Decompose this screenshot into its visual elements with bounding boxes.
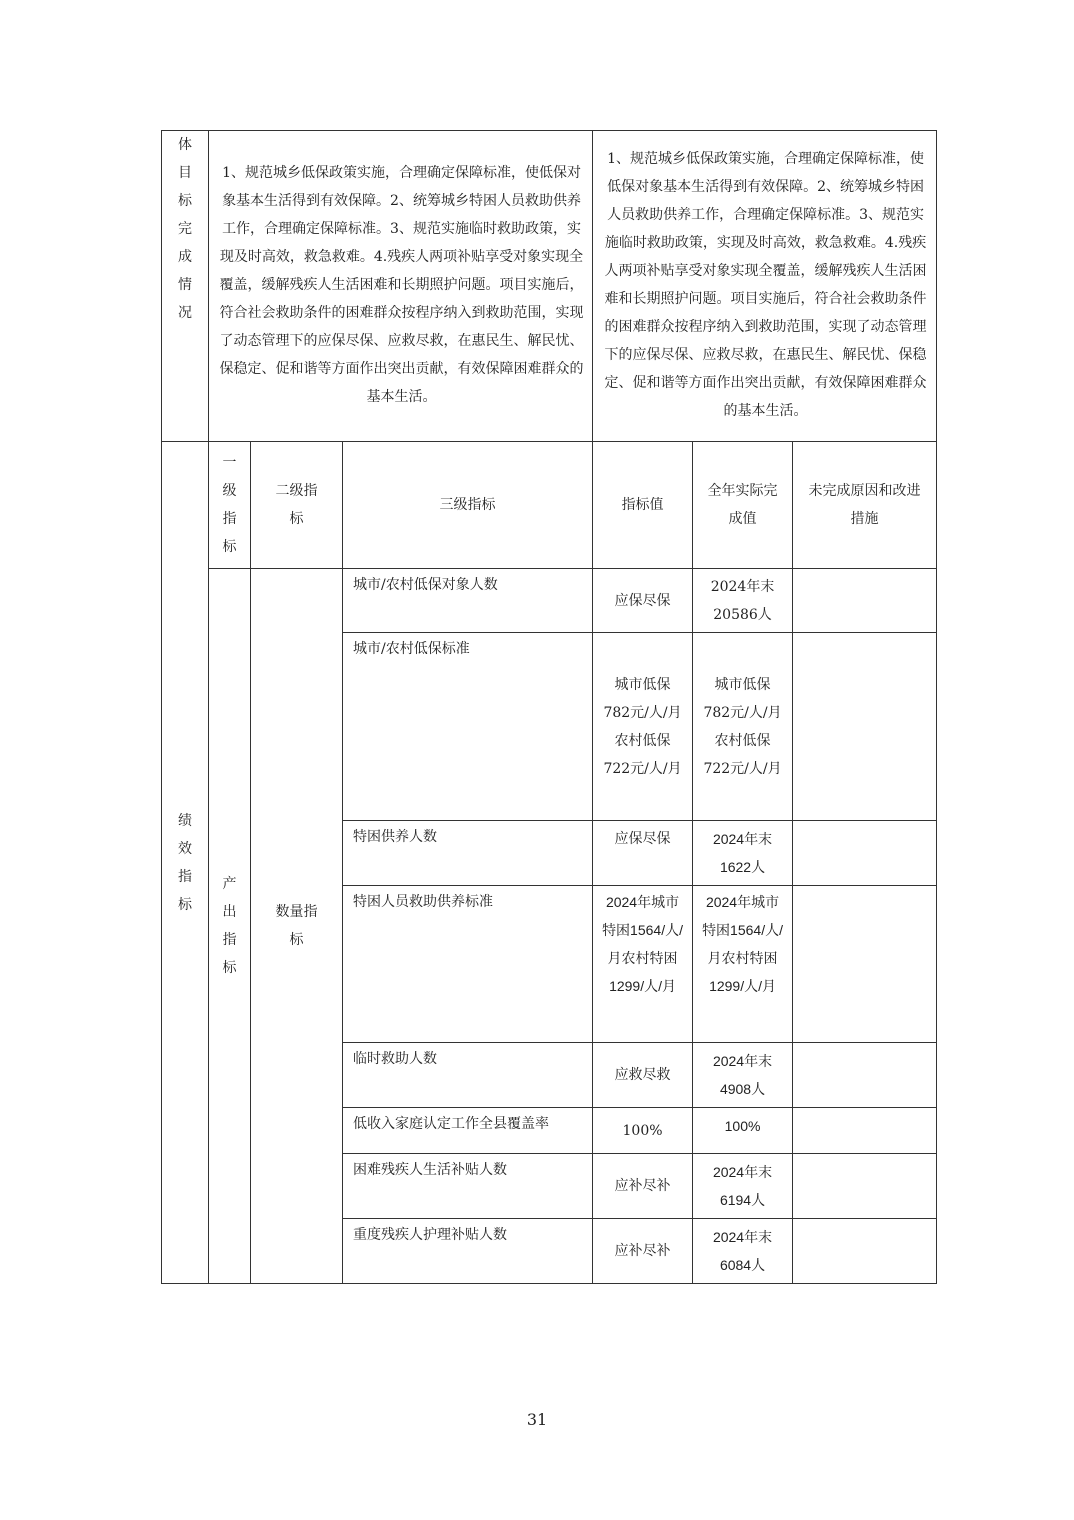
section-label-goal-completion: 体 目 标 完 成 情 况 bbox=[162, 131, 209, 442]
header-level3: 三级指标 bbox=[343, 442, 593, 569]
reason-cell bbox=[793, 1219, 937, 1284]
target-cell: 应保尽保 bbox=[593, 569, 693, 633]
header-target: 指标值 bbox=[593, 442, 693, 569]
indicator-cell: 重度残疾人护理补贴人数 bbox=[343, 1219, 593, 1284]
reason-cell bbox=[793, 1043, 937, 1108]
page-number: 31 bbox=[526, 1410, 548, 1429]
summary-right-text: 1、规范城乡低保政策实施，合理确定保障标准，使低保对象基本生活得到有效保障。2、统筹城乡特困人员救助供养工作，合理确定保障标准。3、规范实施临时救助政策，实现及时高效，救急救难。4.残疾人两项补贴享受对象实现全覆盖，缓解残疾人生活困难和长期照护问题。项目实施后，符合社会救助条件的困难群众按程序纳入到救助范围，实现了动态管理下的应保尽保、应救尽救，在惠民生、解民忧、保稳定、促和谐等方面作出突出贡献，有效保障困难群众的基本生活。 bbox=[593, 131, 937, 442]
actual-cell: 2024年末1622人 bbox=[693, 821, 793, 886]
indicator-cell: 困难残疾人生活补贴人数 bbox=[343, 1154, 593, 1219]
actual-cell: 100% bbox=[693, 1108, 793, 1154]
indicator-cell: 特困供养人数 bbox=[343, 821, 593, 886]
reason-cell bbox=[793, 886, 937, 1043]
indicator-cell: 特困人员救助供养标准 bbox=[343, 886, 593, 1043]
header-reason: 未完成原因和改进措施 bbox=[793, 442, 937, 569]
reason-cell bbox=[793, 1108, 937, 1154]
actual-cell: 2024年末20586人 bbox=[693, 569, 793, 633]
actual-cell: 2024年末4908人 bbox=[693, 1043, 793, 1108]
target-cell: 应救尽救 bbox=[593, 1043, 693, 1108]
actual-cell: 2024年末6084人 bbox=[693, 1219, 793, 1284]
reason-cell bbox=[793, 569, 937, 633]
indicator-cell: 城市/农村低保对象人数 bbox=[343, 569, 593, 633]
target-cell: 应补尽补 bbox=[593, 1154, 693, 1219]
header-row bbox=[162, 442, 937, 569]
header-level1: 一 级 指 标 bbox=[209, 442, 251, 569]
output-indicator-label: 产 出 指 标 bbox=[209, 569, 251, 1284]
target-cell: 应补尽补 bbox=[593, 1219, 693, 1284]
quantity-indicator-label: 数量指标 bbox=[251, 569, 343, 1284]
target-cell: 应保尽保 bbox=[593, 821, 693, 886]
perf-indicator-label: 绩 效 指 标 bbox=[162, 442, 209, 1284]
target-cell: 100% bbox=[593, 1108, 693, 1154]
indicator-cell: 低收入家庭认定工作全县覆盖率 bbox=[343, 1108, 593, 1154]
reason-cell bbox=[793, 633, 937, 821]
header-level2: 二级指标 bbox=[251, 442, 343, 569]
header-actual: 全年实际完成值 bbox=[693, 442, 793, 569]
target-cell: 城市低保782元/人/月农村低保722元/人/月 bbox=[593, 633, 693, 821]
actual-cell: 2024年城市特困1564/人/月农村特困1299/人/月 bbox=[693, 886, 793, 1043]
performance-table bbox=[161, 130, 937, 1284]
summary-row bbox=[162, 131, 937, 442]
actual-cell: 2024年末6194人 bbox=[693, 1154, 793, 1219]
indicator-cell: 临时救助人数 bbox=[343, 1043, 593, 1108]
table-row bbox=[162, 569, 937, 633]
reason-cell bbox=[793, 821, 937, 886]
summary-left-text: 1、规范城乡低保政策实施，合理确定保障标准，使低保对象基本生活得到有效保障。2、统筹城乡特困人员救助供养工作，合理确定保障标准。3、规范实施临时救助政策，实现及时高效，救急救难。4.残疾人两项补贴享受对象实现全覆盖，缓解残疾人生活困难和长期照护问题。项目实施后，符合社会救助条件的困难群众按程序纳入到救助范围，实现了动态管理下的应保尽保、应救尽救，在惠民生、解民忧、保稳定、促和谐等方面作出突出贡献，有效保障困难群众的基本生活。 bbox=[209, 131, 593, 442]
actual-cell: 城市低保782元/人/月农村低保722元/人/月 bbox=[693, 633, 793, 821]
indicator-cell: 城市/农村低保标准 bbox=[343, 633, 593, 821]
target-cell: 2024年城市特困1564/人/月农村特困1299/人/月 bbox=[593, 886, 693, 1043]
reason-cell bbox=[793, 1154, 937, 1219]
